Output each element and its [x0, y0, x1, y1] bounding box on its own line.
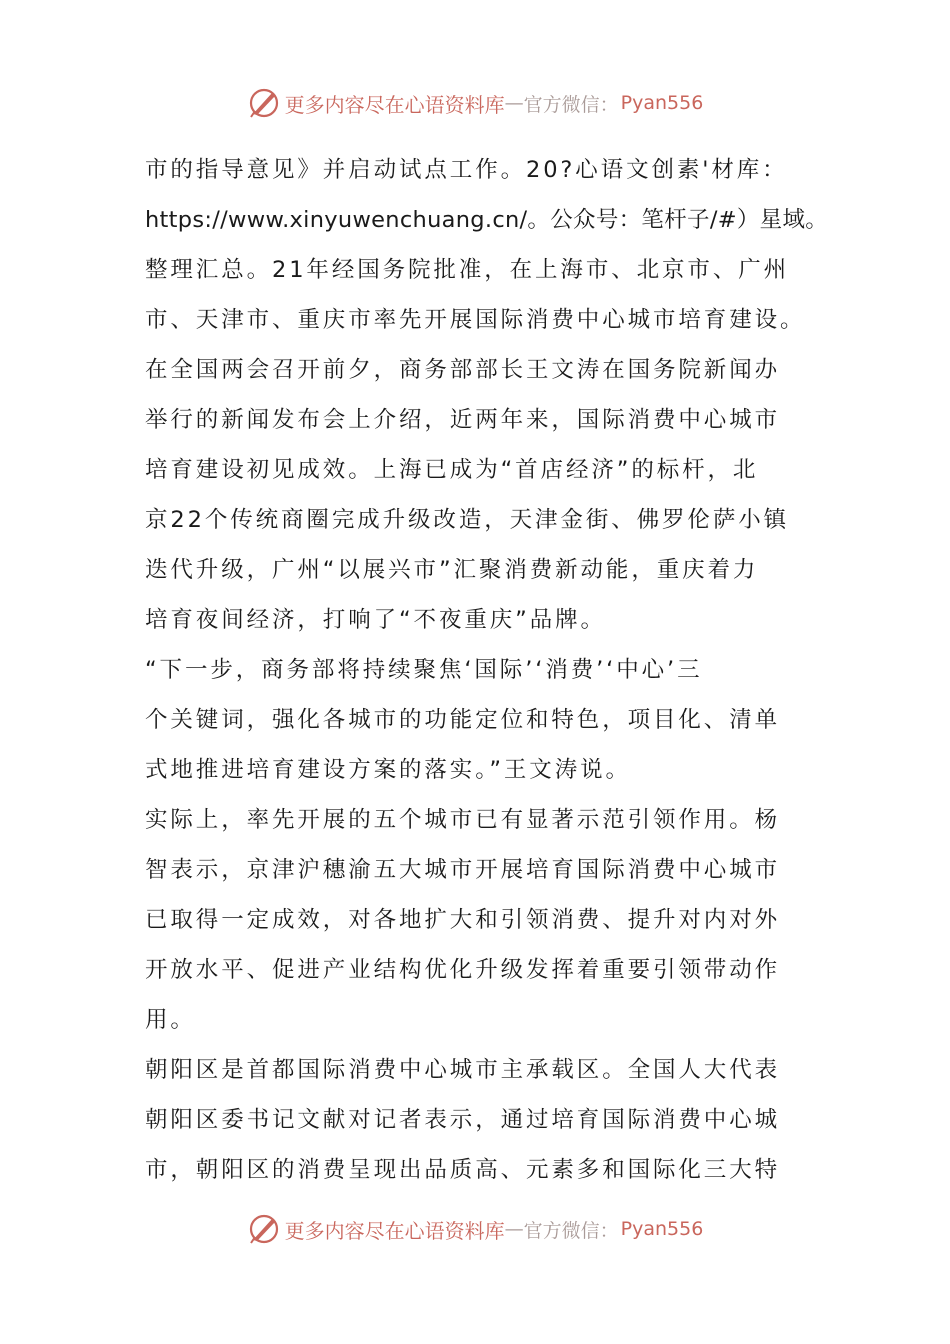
quill-pen-logo-icon [247, 1212, 281, 1246]
watermark-dash: — [504, 1218, 524, 1240]
watermark-main-text: 更多内容尽在心语资料库 [284, 1218, 505, 1243]
watermark-handle: Pyan556 [620, 1218, 704, 1240]
watermark-dash: — [504, 92, 524, 114]
text-line: 京22个传统商圈完成升级改造，天津金街、佛罗伦萨小镇 [145, 507, 790, 533]
text-line: 在全国两会召开前夕，商务部部长王文涛在国务院新闻办 [145, 357, 781, 383]
text-line: 举行的新闻发布会上介绍，近两年来，国际消费中心城市 [145, 407, 781, 433]
text-line: 已取得一定成效，对各地扩大和引领消费、提升对内对外 [145, 907, 781, 933]
header-watermark [0, 83, 950, 123]
text-line: 朝阳区是首都国际消费中心城市主承载区。全国人大代表 [145, 1057, 781, 1083]
text-line: https://www.xinyuwenchuang.cn/。公众号：笔杆子/#）星域。 [145, 207, 829, 233]
watermark-sub-text: 官方微信： [523, 93, 619, 116]
quill-pen-logo-icon [247, 86, 281, 120]
text-line: 市、天津市、重庆市率先开展国际消费中心城市培育建设。 [145, 307, 806, 333]
text-line: 朝阳区委书记文献对记者表示，通过培育国际消费中心城 [145, 1107, 781, 1133]
footer-watermark [0, 1209, 950, 1249]
text-line: 整理汇总。21年经国务院批准，在上海市、北京市、广州 [145, 257, 790, 283]
text-line: 智表示，京津沪穗渝五大城市开展培育国际消费中心城市 [145, 857, 781, 883]
text-line: “下一步，商务部将持续聚焦‘国际’‘消费’‘中心’三 [145, 657, 703, 683]
watermark-handle: Pyan556 [620, 92, 704, 114]
watermark-main-text: 更多内容尽在心语资料库 [284, 92, 505, 117]
text-line: 培育建设初见成效。上海已成为“首店经济”的标杆，北 [145, 457, 759, 483]
text-line: 实际上，率先开展的五个城市已有显著示范引领作用。杨 [145, 807, 781, 833]
text-line: 式地推进培育建设方案的落实。”王文涛说。 [145, 757, 631, 783]
text-line: 个关键词，强化各城市的功能定位和特色，项目化、清单 [145, 707, 781, 733]
text-line: 培育夜间经济，打响了“不夜重庆”品牌。 [145, 607, 606, 633]
document-body [145, 145, 835, 1195]
text-line: 开放水平、促进产业结构优化升级发挥着重要引领带动作 [145, 957, 781, 983]
text-line: 市的指导意见》并启动试点工作。20?心语文创素'材库： [145, 157, 788, 183]
text-line: 市，朝阳区的消费呈现出品质高、元素多和国际化三大特 [145, 1157, 781, 1183]
text-line: 迭代升级，广州“以展兴市”汇聚消费新动能，重庆着力 [145, 557, 759, 583]
text-line: 用。 [145, 1007, 196, 1033]
watermark-sub-text: 官方微信： [523, 1219, 619, 1242]
